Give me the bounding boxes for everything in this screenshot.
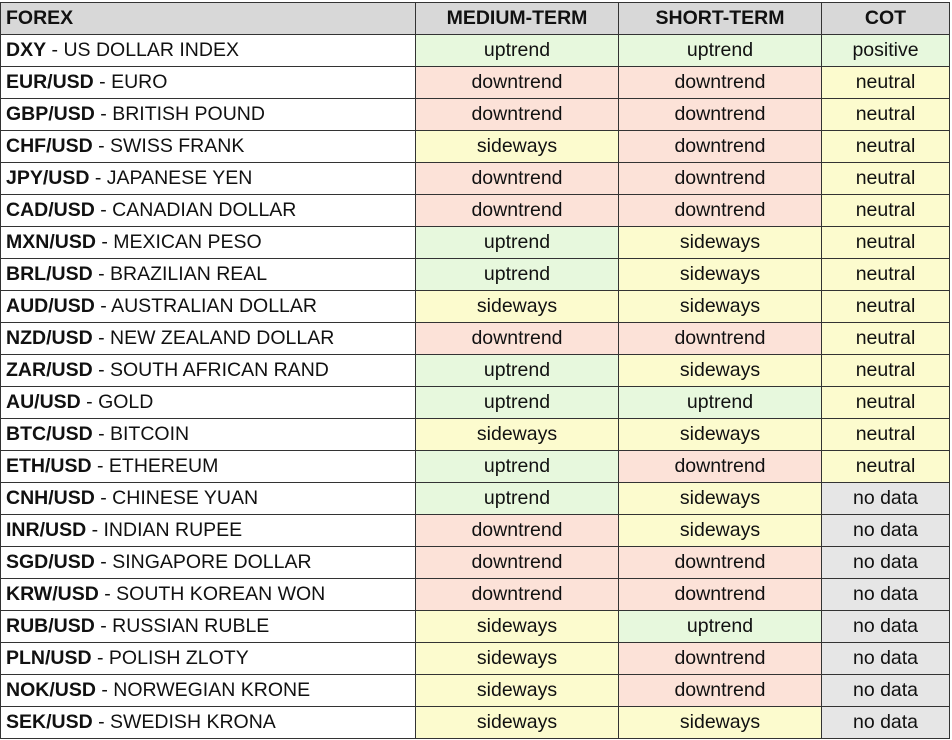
instrument-code: CAD/USD	[6, 199, 95, 221]
cot-cell: neutral	[822, 419, 950, 451]
cot-cell: neutral	[822, 163, 950, 195]
instrument-code: CNH/USD	[6, 487, 95, 509]
cot-cell: no data	[822, 483, 950, 515]
table-row	[1, 227, 950, 259]
instrument-cell	[1, 483, 416, 515]
table-row	[1, 707, 950, 739]
short-term-cell: sideways	[619, 291, 822, 323]
short-term-cell: sideways	[619, 707, 822, 739]
instrument-name: - CANADIAN DOLLAR	[94, 199, 297, 221]
cot-cell: no data	[822, 515, 950, 547]
short-term-cell: sideways	[619, 227, 822, 259]
cot-cell: no data	[822, 643, 950, 675]
medium-term-cell: sideways	[416, 131, 619, 163]
header-medium-term: MEDIUM-TERM	[416, 3, 619, 35]
instrument-cell	[1, 675, 416, 707]
cot-cell: neutral	[822, 227, 950, 259]
instrument-name: - NORWEGIAN KRONE	[95, 679, 311, 701]
table-row	[1, 515, 950, 547]
table-row	[1, 291, 950, 323]
instrument-name: - CHINESE YUAN	[94, 487, 259, 509]
header-cot: COT	[822, 3, 950, 35]
instrument-cell	[1, 259, 416, 291]
table-row	[1, 67, 950, 99]
instrument-name: - JAPANESE YEN	[89, 167, 253, 189]
table-row	[1, 163, 950, 195]
table-row	[1, 611, 950, 643]
short-term-cell: downtrend	[619, 579, 822, 611]
instrument-code: CHF/USD	[6, 135, 93, 157]
medium-term-cell: sideways	[416, 611, 619, 643]
table-row	[1, 483, 950, 515]
medium-term-cell: sideways	[416, 675, 619, 707]
medium-term-cell: uptrend	[416, 259, 619, 291]
instrument-cell	[1, 611, 416, 643]
instrument-name: - MEXICAN PESO	[95, 231, 262, 253]
instrument-code: NZD/USD	[6, 327, 93, 349]
medium-term-cell: uptrend	[416, 483, 619, 515]
cot-cell: neutral	[822, 259, 950, 291]
table-row	[1, 675, 950, 707]
medium-term-cell: sideways	[416, 291, 619, 323]
instrument-code: INR/USD	[6, 519, 87, 541]
medium-term-cell: downtrend	[416, 195, 619, 227]
instrument-cell	[1, 67, 416, 99]
short-term-cell: downtrend	[619, 643, 822, 675]
instrument-code: BTC/USD	[6, 423, 93, 445]
cot-cell: no data	[822, 579, 950, 611]
instrument-code: SGD/USD	[6, 551, 95, 573]
instrument-code: KRW/USD	[6, 583, 99, 605]
instrument-cell	[1, 195, 416, 227]
instrument-cell	[1, 131, 416, 163]
cot-cell: neutral	[822, 355, 950, 387]
instrument-cell	[1, 291, 416, 323]
instrument-code: PLN/USD	[6, 647, 92, 669]
cot-cell: neutral	[822, 387, 950, 419]
table-row	[1, 643, 950, 675]
instrument-name: - BRITISH POUND	[94, 103, 265, 125]
medium-term-cell: sideways	[416, 419, 619, 451]
short-term-cell: sideways	[619, 515, 822, 547]
instrument-name: - RUSSIAN RUBLE	[94, 615, 270, 637]
instrument-cell	[1, 355, 416, 387]
medium-term-cell: downtrend	[416, 547, 619, 579]
instrument-code: EUR/USD	[6, 71, 94, 93]
instrument-code: NOK/USD	[6, 679, 96, 701]
medium-term-cell: downtrend	[416, 67, 619, 99]
medium-term-cell: uptrend	[416, 387, 619, 419]
medium-term-cell: uptrend	[416, 451, 619, 483]
instrument-name: - AUSTRALIAN DOLLAR	[94, 295, 317, 317]
instrument-code: SEK/USD	[6, 711, 93, 733]
instrument-cell	[1, 643, 416, 675]
table-row	[1, 35, 950, 67]
instrument-code: ZAR/USD	[6, 359, 93, 381]
medium-term-cell: downtrend	[416, 579, 619, 611]
cot-cell: no data	[822, 707, 950, 739]
instrument-name: - INDIAN RUPEE	[86, 519, 243, 541]
instrument-code: BRL/USD	[6, 263, 93, 285]
table-row	[1, 451, 950, 483]
medium-term-cell: downtrend	[416, 163, 619, 195]
instrument-name: - US DOLLAR INDEX	[46, 39, 239, 61]
short-term-cell: uptrend	[619, 611, 822, 643]
header-row	[1, 3, 950, 35]
cot-cell: neutral	[822, 99, 950, 131]
header-short-term: SHORT-TERM	[619, 3, 822, 35]
medium-term-cell: downtrend	[416, 99, 619, 131]
instrument-cell	[1, 707, 416, 739]
instrument-name: - SOUTH AFRICAN RAND	[92, 359, 329, 381]
instrument-name: - SWISS FRANK	[92, 135, 245, 157]
instrument-code: DXY	[6, 39, 47, 61]
short-term-cell: downtrend	[619, 163, 822, 195]
instrument-name: - GOLD	[80, 391, 154, 413]
short-term-cell: downtrend	[619, 451, 822, 483]
short-term-cell: downtrend	[619, 675, 822, 707]
instrument-code: JPY/USD	[6, 167, 90, 189]
instrument-code: AUD/USD	[6, 295, 95, 317]
cot-cell: neutral	[822, 323, 950, 355]
cot-cell: neutral	[822, 291, 950, 323]
table-row	[1, 387, 950, 419]
table-row	[1, 131, 950, 163]
instrument-name: - SWEDISH KRONA	[92, 711, 276, 733]
instrument-cell	[1, 387, 416, 419]
instrument-code: GBP/USD	[6, 103, 95, 125]
short-term-cell: uptrend	[619, 387, 822, 419]
medium-term-cell: uptrend	[416, 355, 619, 387]
instrument-name: - ETHEREUM	[91, 455, 219, 477]
instrument-name: - NEW ZEALAND DOLLAR	[92, 327, 335, 349]
cot-cell: no data	[822, 547, 950, 579]
short-term-cell: downtrend	[619, 99, 822, 131]
short-term-cell: downtrend	[619, 131, 822, 163]
short-term-cell: downtrend	[619, 195, 822, 227]
instrument-cell	[1, 515, 416, 547]
instrument-name: - SINGAPORE DOLLAR	[94, 551, 312, 573]
instrument-code: AU/USD	[6, 391, 81, 413]
table-row	[1, 419, 950, 451]
medium-term-cell: downtrend	[416, 323, 619, 355]
cot-cell: neutral	[822, 451, 950, 483]
instrument-cell	[1, 547, 416, 579]
medium-term-cell: uptrend	[416, 227, 619, 259]
instrument-cell	[1, 323, 416, 355]
table-row	[1, 323, 950, 355]
forex-trend-table	[0, 2, 950, 739]
instrument-name: - SOUTH KOREAN WON	[98, 583, 326, 605]
short-term-cell: downtrend	[619, 547, 822, 579]
instrument-cell	[1, 35, 416, 67]
instrument-code: MXN/USD	[6, 231, 96, 253]
instrument-name: - EURO	[93, 71, 168, 93]
short-term-cell: sideways	[619, 259, 822, 291]
instrument-cell	[1, 163, 416, 195]
medium-term-cell: sideways	[416, 707, 619, 739]
cot-cell: neutral	[822, 195, 950, 227]
table-row	[1, 259, 950, 291]
cot-cell: no data	[822, 675, 950, 707]
instrument-name: - BITCOIN	[92, 423, 190, 445]
table-row	[1, 579, 950, 611]
instrument-cell	[1, 451, 416, 483]
short-term-cell: downtrend	[619, 67, 822, 99]
cot-cell: neutral	[822, 131, 950, 163]
table-row	[1, 99, 950, 131]
instrument-code: ETH/USD	[6, 455, 92, 477]
cot-cell: positive	[822, 35, 950, 67]
short-term-cell: downtrend	[619, 323, 822, 355]
table-row	[1, 547, 950, 579]
instrument-cell	[1, 579, 416, 611]
instrument-name: - POLISH ZLOTY	[91, 647, 249, 669]
cot-cell: no data	[822, 611, 950, 643]
table-body	[1, 35, 950, 739]
medium-term-cell: downtrend	[416, 515, 619, 547]
instrument-name: - BRAZILIAN REAL	[92, 263, 268, 285]
instrument-cell	[1, 227, 416, 259]
medium-term-cell: uptrend	[416, 35, 619, 67]
short-term-cell: sideways	[619, 483, 822, 515]
table-row	[1, 195, 950, 227]
instrument-code: RUB/USD	[6, 615, 95, 637]
instrument-cell	[1, 419, 416, 451]
instrument-cell	[1, 99, 416, 131]
header-forex: FOREX	[1, 3, 416, 35]
short-term-cell: uptrend	[619, 35, 822, 67]
short-term-cell: sideways	[619, 355, 822, 387]
short-term-cell: sideways	[619, 419, 822, 451]
table-row	[1, 355, 950, 387]
cot-cell: neutral	[822, 67, 950, 99]
medium-term-cell: sideways	[416, 643, 619, 675]
